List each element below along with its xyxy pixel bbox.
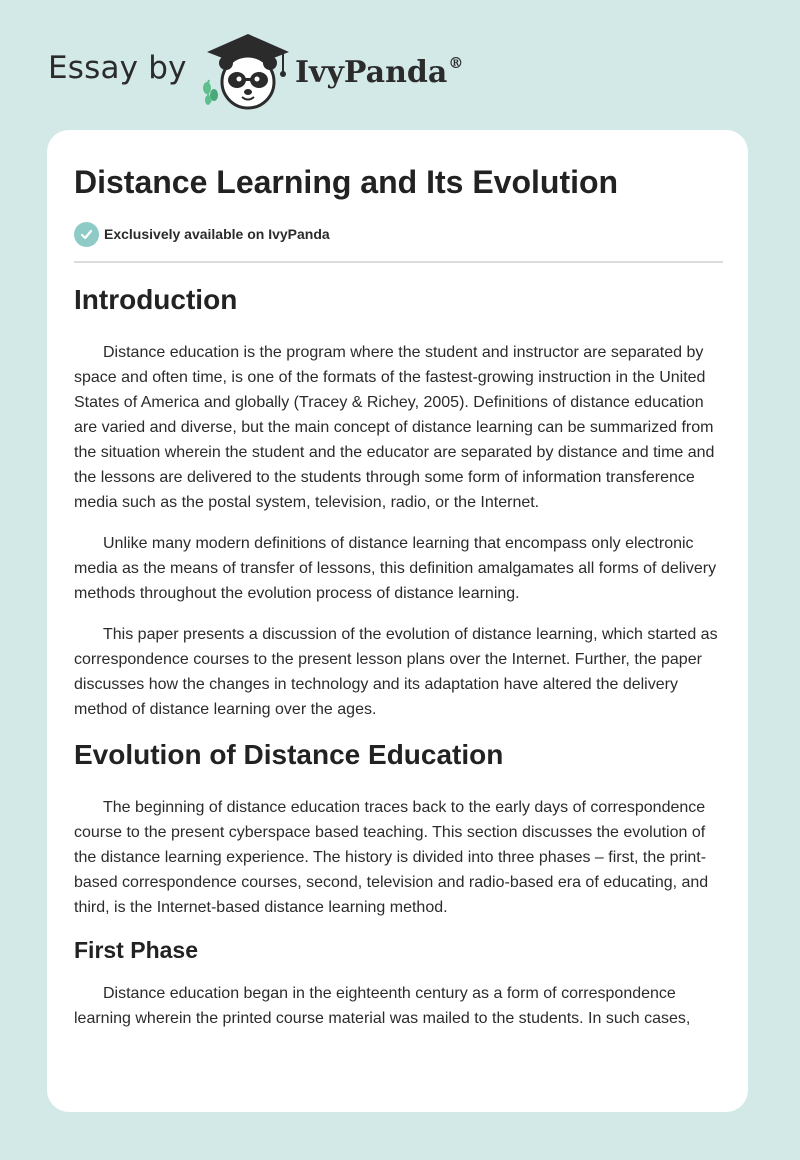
brand-name-text: IvyPanda xyxy=(295,55,448,90)
paragraph: Distance education began in the eighteenth century as a form of correspondence learning wherein the printed course material was mailed to the students. In such cases, xyxy=(74,985,691,1027)
paragraph: The beginning of distance education traces back to the early days of correspondence course to the present cyberspace based teaching. This section discusses the evolution of the distance learning experience. The history is divided into three phases – first, the print-based correspondence courses, second, television and radio-based era of educating, and third, is the Internet-based distance learning method. xyxy=(74,799,709,916)
site-header xyxy=(48,30,508,112)
check-circle-icon xyxy=(74,222,99,247)
title-divider xyxy=(74,261,723,263)
section-heading-first-phase: First Phase xyxy=(74,937,198,963)
paragraph: This paper presents a discussion of the evolution of distance learning, which started as correspondence courses to the present lesson plans over the Internet. Further, the paper discusses how the changes in technology and its adaptation have altered the delivery method of distance learning over the ages. xyxy=(74,626,718,718)
section-heading-introduction: Introduction xyxy=(74,284,238,315)
paragraph: Unlike many modern definitions of distance learning that encompass only electronic media as the means of transfer of lessons, this definition amalgamates all forms of delivery methods throughout the evolution process of distance learning. xyxy=(74,535,717,602)
essay-by-label: Essay by xyxy=(48,50,187,86)
article-content xyxy=(74,283,724,1031)
brand-name[interactable] xyxy=(295,54,463,90)
paragraph: Distance education is the program where the student and instructor are separated by space and often time, is one of the formats of the fastest-growing instruction in the United States of America and globally (Tracey & Richey, 2005). Definitions of distance education are varied and diverse, but the main concept of distance learning can be summarized from the situation wherein the student and the educator are separated by distance and time and the lessons are delivered to the students through some form of information transference media such as the postal system, television, radio, or the Internet. xyxy=(74,344,715,511)
panda-logo-icon[interactable] xyxy=(203,30,293,112)
exclusive-badge-text: Exclusively available on IvyPanda xyxy=(104,226,330,242)
article-title: Distance Learning and Its Evolution xyxy=(74,164,619,200)
registered-mark: ® xyxy=(448,54,464,72)
exclusive-badge xyxy=(74,221,330,247)
section-heading-evolution: Evolution of Distance Education xyxy=(74,739,504,770)
article-card xyxy=(47,130,748,1112)
